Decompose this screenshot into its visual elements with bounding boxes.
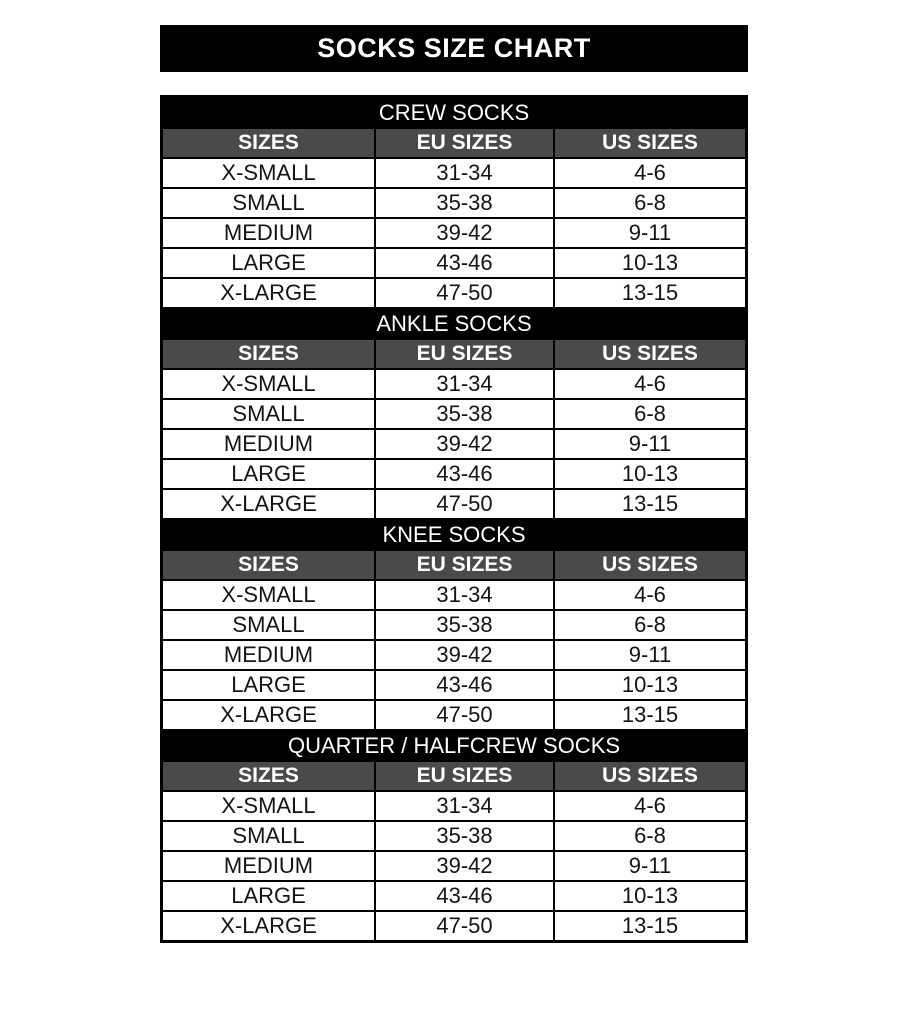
table-row <box>162 369 747 399</box>
table-cell-us-sizes: 4-6 <box>554 791 746 821</box>
size-chart-table <box>160 95 748 943</box>
table-cell-us-sizes: 13-15 <box>554 489 746 519</box>
table-cell-sizes: X-SMALL <box>162 791 376 821</box>
table-row <box>162 459 747 489</box>
table-row <box>162 670 747 700</box>
column-header-eu-sizes: EU SIZES <box>375 550 554 580</box>
table-cell-eu-sizes: 35-38 <box>375 188 554 218</box>
column-header-sizes: SIZES <box>162 339 376 369</box>
table-cell-us-sizes: 13-15 <box>554 911 746 942</box>
page-title: SOCKS SIZE CHART <box>160 25 748 72</box>
column-header-row <box>162 550 747 580</box>
table-cell-sizes: LARGE <box>162 248 376 278</box>
table-cell-sizes: X-SMALL <box>162 580 376 610</box>
table-cell-us-sizes: 6-8 <box>554 188 746 218</box>
column-header-us-sizes: US SIZES <box>554 339 746 369</box>
table-cell-eu-sizes: 35-38 <box>375 821 554 851</box>
table-row <box>162 248 747 278</box>
table-cell-eu-sizes: 43-46 <box>375 248 554 278</box>
table-cell-eu-sizes: 31-34 <box>375 369 554 399</box>
section-header-row <box>162 519 747 550</box>
column-header-sizes: SIZES <box>162 128 376 158</box>
table-cell-sizes: MEDIUM <box>162 218 376 248</box>
column-header-us-sizes: US SIZES <box>554 128 746 158</box>
table-cell-eu-sizes: 43-46 <box>375 881 554 911</box>
table-cell-sizes: LARGE <box>162 670 376 700</box>
table-cell-sizes: MEDIUM <box>162 851 376 881</box>
table-cell-eu-sizes: 39-42 <box>375 851 554 881</box>
table-cell-sizes: MEDIUM <box>162 429 376 459</box>
table-cell-sizes: SMALL <box>162 821 376 851</box>
column-header-row <box>162 339 747 369</box>
table-row <box>162 580 747 610</box>
table-cell-sizes: X-SMALL <box>162 158 376 188</box>
table-cell-sizes: X-LARGE <box>162 700 376 730</box>
table-cell-us-sizes: 4-6 <box>554 580 746 610</box>
section-header-row <box>162 97 747 129</box>
column-header-us-sizes: US SIZES <box>554 761 746 791</box>
column-header-row <box>162 761 747 791</box>
table-row <box>162 188 747 218</box>
section-header: ANKLE SOCKS <box>162 308 747 339</box>
table-cell-us-sizes: 4-6 <box>554 369 746 399</box>
table-cell-sizes: X-LARGE <box>162 278 376 308</box>
table-row <box>162 821 747 851</box>
column-header-sizes: SIZES <box>162 761 376 791</box>
column-header-row <box>162 128 747 158</box>
table-cell-eu-sizes: 35-38 <box>375 610 554 640</box>
table-cell-sizes: X-SMALL <box>162 369 376 399</box>
table-cell-us-sizes: 4-6 <box>554 158 746 188</box>
table-cell-eu-sizes: 47-50 <box>375 489 554 519</box>
table-cell-eu-sizes: 31-34 <box>375 791 554 821</box>
table-cell-eu-sizes: 43-46 <box>375 459 554 489</box>
table-cell-us-sizes: 10-13 <box>554 670 746 700</box>
table-cell-sizes: X-LARGE <box>162 489 376 519</box>
table-cell-us-sizes: 13-15 <box>554 278 746 308</box>
table-cell-sizes: X-LARGE <box>162 911 376 942</box>
table-cell-sizes: LARGE <box>162 459 376 489</box>
table-row <box>162 911 747 942</box>
table-cell-eu-sizes: 39-42 <box>375 429 554 459</box>
table-cell-eu-sizes: 47-50 <box>375 700 554 730</box>
table-row <box>162 640 747 670</box>
table-cell-us-sizes: 6-8 <box>554 821 746 851</box>
section-header: KNEE SOCKS <box>162 519 747 550</box>
table-cell-us-sizes: 9-11 <box>554 429 746 459</box>
table-cell-sizes: SMALL <box>162 610 376 640</box>
column-header-us-sizes: US SIZES <box>554 550 746 580</box>
table-cell-sizes: MEDIUM <box>162 640 376 670</box>
section-header-row <box>162 730 747 761</box>
table-row <box>162 700 747 730</box>
table-cell-sizes: LARGE <box>162 881 376 911</box>
column-header-eu-sizes: EU SIZES <box>375 128 554 158</box>
column-header-sizes: SIZES <box>162 550 376 580</box>
table-cell-us-sizes: 10-13 <box>554 248 746 278</box>
table-cell-eu-sizes: 39-42 <box>375 218 554 248</box>
table-row <box>162 278 747 308</box>
table-row <box>162 218 747 248</box>
section-header: CREW SOCKS <box>162 97 747 129</box>
table-cell-sizes: SMALL <box>162 188 376 218</box>
table-row <box>162 399 747 429</box>
section-header-row <box>162 308 747 339</box>
table-row <box>162 791 747 821</box>
table-cell-eu-sizes: 43-46 <box>375 670 554 700</box>
table-cell-us-sizes: 6-8 <box>554 610 746 640</box>
table-cell-eu-sizes: 39-42 <box>375 640 554 670</box>
table-cell-us-sizes: 10-13 <box>554 881 746 911</box>
table-row <box>162 881 747 911</box>
column-header-eu-sizes: EU SIZES <box>375 339 554 369</box>
table-cell-us-sizes: 13-15 <box>554 700 746 730</box>
table-row <box>162 429 747 459</box>
table-cell-us-sizes: 10-13 <box>554 459 746 489</box>
column-header-eu-sizes: EU SIZES <box>375 761 554 791</box>
table-cell-eu-sizes: 35-38 <box>375 399 554 429</box>
table-row <box>162 610 747 640</box>
table-cell-eu-sizes: 31-34 <box>375 580 554 610</box>
table-cell-us-sizes: 9-11 <box>554 640 746 670</box>
table-row <box>162 851 747 881</box>
table-row <box>162 158 747 188</box>
table-cell-us-sizes: 9-11 <box>554 218 746 248</box>
table-cell-eu-sizes: 31-34 <box>375 158 554 188</box>
table-cell-us-sizes: 9-11 <box>554 851 746 881</box>
size-chart-body <box>162 97 747 942</box>
table-cell-sizes: SMALL <box>162 399 376 429</box>
section-header: QUARTER / HALFCREW SOCKS <box>162 730 747 761</box>
table-row <box>162 489 747 519</box>
table-cell-us-sizes: 6-8 <box>554 399 746 429</box>
table-cell-eu-sizes: 47-50 <box>375 278 554 308</box>
table-cell-eu-sizes: 47-50 <box>375 911 554 942</box>
